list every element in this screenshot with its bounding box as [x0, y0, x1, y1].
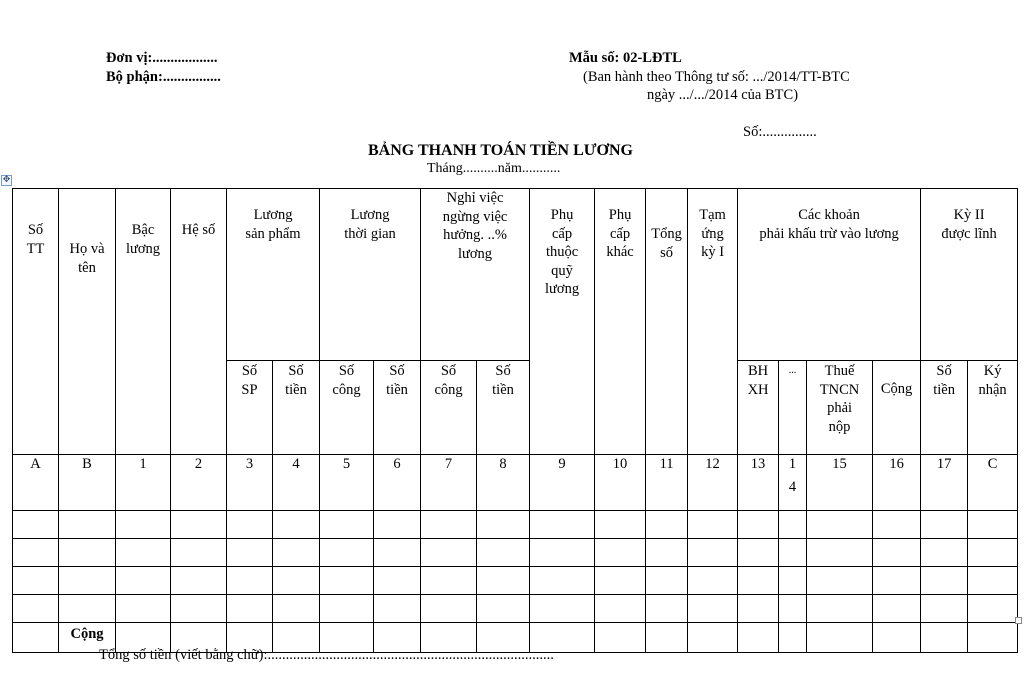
- table-row: [13, 595, 1018, 623]
- header-text: Tạm: [699, 207, 726, 223]
- table-cell[interactable]: [116, 567, 171, 595]
- table-cell[interactable]: [738, 623, 779, 653]
- header-grade: [116, 189, 171, 455]
- header-text: Cộng: [880, 381, 913, 397]
- table-cell[interactable]: [171, 539, 227, 567]
- code-digit: 4: [788, 479, 797, 495]
- table-cell[interactable]: [171, 511, 227, 539]
- form-number: Mẫu số: 02-LĐTL: [569, 50, 682, 66]
- header-text: phải: [827, 400, 853, 416]
- total-label: Cộng: [59, 623, 116, 653]
- code-cell: 4: [273, 455, 320, 511]
- period-label: Tháng..........năm...........: [427, 161, 561, 176]
- table-cell[interactable]: [779, 539, 807, 567]
- header-text: TNCN: [819, 381, 860, 398]
- code-cell: 1: [116, 455, 171, 511]
- table-cell[interactable]: [477, 539, 530, 567]
- table-cell[interactable]: [738, 567, 779, 595]
- subheader-deduction-total: [873, 361, 921, 455]
- header-advance: [688, 189, 738, 455]
- table-cell[interactable]: [688, 595, 738, 623]
- table-resize-handle[interactable]: [1015, 617, 1022, 624]
- table-cell[interactable]: [320, 567, 374, 595]
- code-cell: 6: [374, 455, 421, 511]
- table-cell[interactable]: [530, 539, 595, 567]
- subheader-leave-amount: [477, 361, 530, 455]
- code-cell: 15: [807, 455, 873, 511]
- table-cell[interactable]: [477, 567, 530, 595]
- amount-in-words-label: Tổng số tiền (viết bằng chữ):...............................................................................: [99, 647, 554, 663]
- table-cell[interactable]: [59, 567, 116, 595]
- header-name: [59, 189, 116, 455]
- table-cell[interactable]: [320, 595, 374, 623]
- header-text: Tổng: [651, 226, 682, 242]
- header-text: cấp: [609, 225, 631, 242]
- table-cell[interactable]: [807, 623, 873, 653]
- subheader-bhxh: [738, 361, 779, 455]
- header-text: Ký: [983, 363, 1002, 379]
- header-text: Kỳ II: [953, 207, 985, 223]
- header-allowance-other: [595, 189, 646, 455]
- table-cell[interactable]: [646, 511, 688, 539]
- header-text: cấp: [551, 225, 573, 242]
- table-cell[interactable]: [13, 623, 59, 653]
- unit-label: Đơn vị:..................: [106, 50, 218, 66]
- code-digit: 1: [788, 456, 797, 472]
- header-text: Số: [440, 363, 457, 379]
- header-text: Số: [936, 363, 952, 379]
- header-text: XH: [747, 381, 769, 398]
- table-cell[interactable]: [921, 511, 968, 539]
- header-text: Số: [288, 363, 304, 379]
- header-text: SP: [241, 381, 258, 398]
- header-text: hưởng. ..%: [443, 227, 507, 243]
- table-cell[interactable]: [374, 567, 421, 595]
- table-cell[interactable]: [13, 539, 59, 567]
- header-text: ...: [788, 365, 797, 376]
- subheader-piece-qty: [227, 361, 273, 455]
- table-cell[interactable]: [738, 511, 779, 539]
- table-cell[interactable]: [646, 623, 688, 653]
- table-cell[interactable]: [807, 511, 873, 539]
- header-leave: [421, 189, 530, 361]
- code-cell: 9: [530, 455, 595, 511]
- subheader-leave-days: [421, 361, 477, 455]
- header-text: thời gian: [344, 225, 396, 242]
- table-cell[interactable]: [921, 623, 968, 653]
- header-time-wage: [320, 189, 421, 361]
- table-cell[interactable]: [171, 595, 227, 623]
- header-period-2: [921, 189, 1018, 361]
- table-cell[interactable]: [968, 539, 1018, 567]
- subheader-other-deduction: [779, 361, 807, 455]
- table-cell[interactable]: [779, 623, 807, 653]
- header-text: Hệ số: [181, 222, 216, 238]
- table-cell[interactable]: [688, 511, 738, 539]
- table-cell[interactable]: [116, 539, 171, 567]
- header-text: lương: [458, 245, 493, 262]
- table-cell[interactable]: [968, 623, 1018, 653]
- header-text: công: [332, 381, 361, 398]
- document-number: Số:...............: [743, 124, 817, 140]
- header-text: Lương: [350, 207, 390, 223]
- header-text: Thuế: [824, 363, 855, 379]
- table-cell[interactable]: [477, 511, 530, 539]
- table-cell[interactable]: [171, 567, 227, 595]
- table-cell[interactable]: [688, 567, 738, 595]
- table-cell[interactable]: [227, 567, 273, 595]
- table-cell[interactable]: [116, 511, 171, 539]
- header-text: BH: [747, 363, 769, 379]
- issued-by-line-1: (Ban hành theo Thông tư số: .../2014/TT-BTC: [583, 69, 850, 85]
- header-text: phải khấu trừ vào lương: [759, 225, 899, 242]
- header-text: nộp: [828, 418, 851, 435]
- table-cell[interactable]: [421, 511, 477, 539]
- table-cell[interactable]: [738, 539, 779, 567]
- header-text: số: [660, 244, 673, 261]
- table-cell[interactable]: [227, 511, 273, 539]
- header-row-main: [13, 189, 1018, 361]
- subheader-time-days: [320, 361, 374, 455]
- code-cell: 7: [421, 455, 477, 511]
- table-cell[interactable]: [921, 539, 968, 567]
- table-cell[interactable]: [873, 539, 921, 567]
- table-cell[interactable]: [779, 595, 807, 623]
- header-text: Số: [495, 363, 511, 379]
- table-row: [13, 567, 1018, 595]
- table-cell[interactable]: [779, 511, 807, 539]
- subheader-piece-amount: [273, 361, 320, 455]
- table-cell[interactable]: [646, 595, 688, 623]
- table-cell[interactable]: [320, 511, 374, 539]
- header-text: Số: [338, 363, 355, 379]
- table-cell[interactable]: [738, 595, 779, 623]
- table-cell[interactable]: [968, 511, 1018, 539]
- table-row: [13, 511, 1018, 539]
- header-text: quỹ: [551, 262, 573, 279]
- code-cell-14: [779, 455, 807, 511]
- table-cell[interactable]: [320, 539, 374, 567]
- header-deductions: [738, 189, 921, 361]
- table-cell[interactable]: [595, 623, 646, 653]
- table-cell[interactable]: [421, 567, 477, 595]
- table-cell[interactable]: [807, 567, 873, 595]
- table-cell[interactable]: [227, 539, 273, 567]
- header-text: Số: [389, 363, 405, 379]
- table-cell[interactable]: [873, 595, 921, 623]
- table-cell[interactable]: [968, 595, 1018, 623]
- table-cell[interactable]: [59, 595, 116, 623]
- table-cell[interactable]: [921, 567, 968, 595]
- table-cell[interactable]: [116, 595, 171, 623]
- table-cell[interactable]: [374, 511, 421, 539]
- code-cell: 10: [595, 455, 646, 511]
- table-cell[interactable]: [374, 539, 421, 567]
- subheader-period2-amount: [921, 361, 968, 455]
- header-text: tiền: [933, 381, 955, 398]
- table-cell[interactable]: [13, 511, 59, 539]
- table-cell[interactable]: [374, 595, 421, 623]
- code-cell: 11: [646, 455, 688, 511]
- code-cell: 16: [873, 455, 921, 511]
- table-cell[interactable]: [421, 539, 477, 567]
- code-cell: 3: [227, 455, 273, 511]
- table-cell[interactable]: [595, 511, 646, 539]
- header-text: khác: [606, 244, 634, 260]
- header-text: công: [434, 381, 463, 398]
- header-text: TT: [26, 240, 45, 257]
- table-cell[interactable]: [273, 539, 320, 567]
- table-cell[interactable]: [595, 539, 646, 567]
- table-cell[interactable]: [13, 595, 59, 623]
- table-cell[interactable]: [595, 595, 646, 623]
- header-text: Phụ: [550, 207, 574, 223]
- table-cell[interactable]: [873, 567, 921, 595]
- header-text: Phụ: [608, 207, 632, 223]
- table-cell[interactable]: [59, 539, 116, 567]
- header-piece-wage: [227, 189, 320, 361]
- table-cell[interactable]: [688, 539, 738, 567]
- issued-by-line-2: ngày .../.../2014 của BTC): [647, 87, 799, 103]
- table-cell[interactable]: [779, 567, 807, 595]
- table-cell[interactable]: [688, 623, 738, 653]
- header-text: tên: [78, 259, 96, 276]
- header-stt: [13, 189, 59, 455]
- code-cell: B: [59, 455, 116, 511]
- header-allowance-fund: [530, 189, 595, 455]
- header-text: Nghỉ việc: [446, 190, 504, 206]
- table-cell[interactable]: [421, 595, 477, 623]
- header-text: Bậc: [131, 222, 155, 238]
- header-text: sản phẩm: [245, 225, 301, 242]
- header-text: kỳ I: [701, 244, 725, 260]
- table-cell[interactable]: [646, 539, 688, 567]
- table-cell[interactable]: [873, 511, 921, 539]
- header-text: Các khoản: [798, 207, 860, 223]
- table-move-handle-icon[interactable]: ✥: [2, 175, 11, 185]
- table-cell[interactable]: [477, 595, 530, 623]
- header-text: được lĩnh: [941, 225, 997, 242]
- header-total: [646, 189, 688, 455]
- header-text: Họ và: [69, 241, 105, 257]
- table-cell[interactable]: [530, 595, 595, 623]
- table-cell[interactable]: [273, 595, 320, 623]
- table-cell[interactable]: [921, 595, 968, 623]
- code-cell: 8: [477, 455, 530, 511]
- page-title: BẢNG THANH TOÁN TIỀN LƯƠNG: [368, 142, 633, 159]
- header-text: tiền: [285, 381, 307, 398]
- header-text: Số: [241, 363, 258, 379]
- subheader-time-amount: [374, 361, 421, 455]
- table-cell[interactable]: [273, 567, 320, 595]
- table-cell[interactable]: [273, 511, 320, 539]
- code-cell: C: [968, 455, 1018, 511]
- code-cell: 5: [320, 455, 374, 511]
- department-label: Bộ phận:................: [106, 69, 221, 85]
- table-cell[interactable]: [227, 595, 273, 623]
- table-cell[interactable]: [646, 567, 688, 595]
- subheader-period2-signature: [968, 361, 1018, 455]
- header-text: ứng: [701, 225, 724, 242]
- table-row: [13, 539, 1018, 567]
- column-code-row: [13, 455, 1018, 511]
- table-cell[interactable]: [595, 567, 646, 595]
- table-cell[interactable]: [59, 511, 116, 539]
- header-coefficient: [171, 189, 227, 455]
- header-text: thuộc: [545, 244, 579, 260]
- header-text: Lương: [253, 207, 293, 223]
- header-text: Số: [27, 222, 44, 238]
- table-cell[interactable]: [530, 511, 595, 539]
- code-cell: A: [13, 455, 59, 511]
- code-cell: 17: [921, 455, 968, 511]
- payroll-table: [12, 188, 1018, 653]
- table-cell[interactable]: [530, 567, 595, 595]
- code-cell: 12: [688, 455, 738, 511]
- table-cell[interactable]: [807, 595, 873, 623]
- code-cell: 2: [171, 455, 227, 511]
- table-cell[interactable]: [807, 539, 873, 567]
- table-cell[interactable]: [968, 567, 1018, 595]
- header-text: nhận: [978, 381, 1007, 398]
- header-text: lương: [125, 240, 161, 257]
- table-cell[interactable]: [13, 567, 59, 595]
- code-cell: 13: [738, 455, 779, 511]
- header-text: tiền: [492, 381, 514, 398]
- header-text: lương: [545, 281, 580, 297]
- header-text: ngừng việc: [442, 208, 508, 225]
- header-text: tiền: [386, 381, 408, 398]
- table-cell[interactable]: [873, 623, 921, 653]
- subheader-pit: [807, 361, 873, 455]
